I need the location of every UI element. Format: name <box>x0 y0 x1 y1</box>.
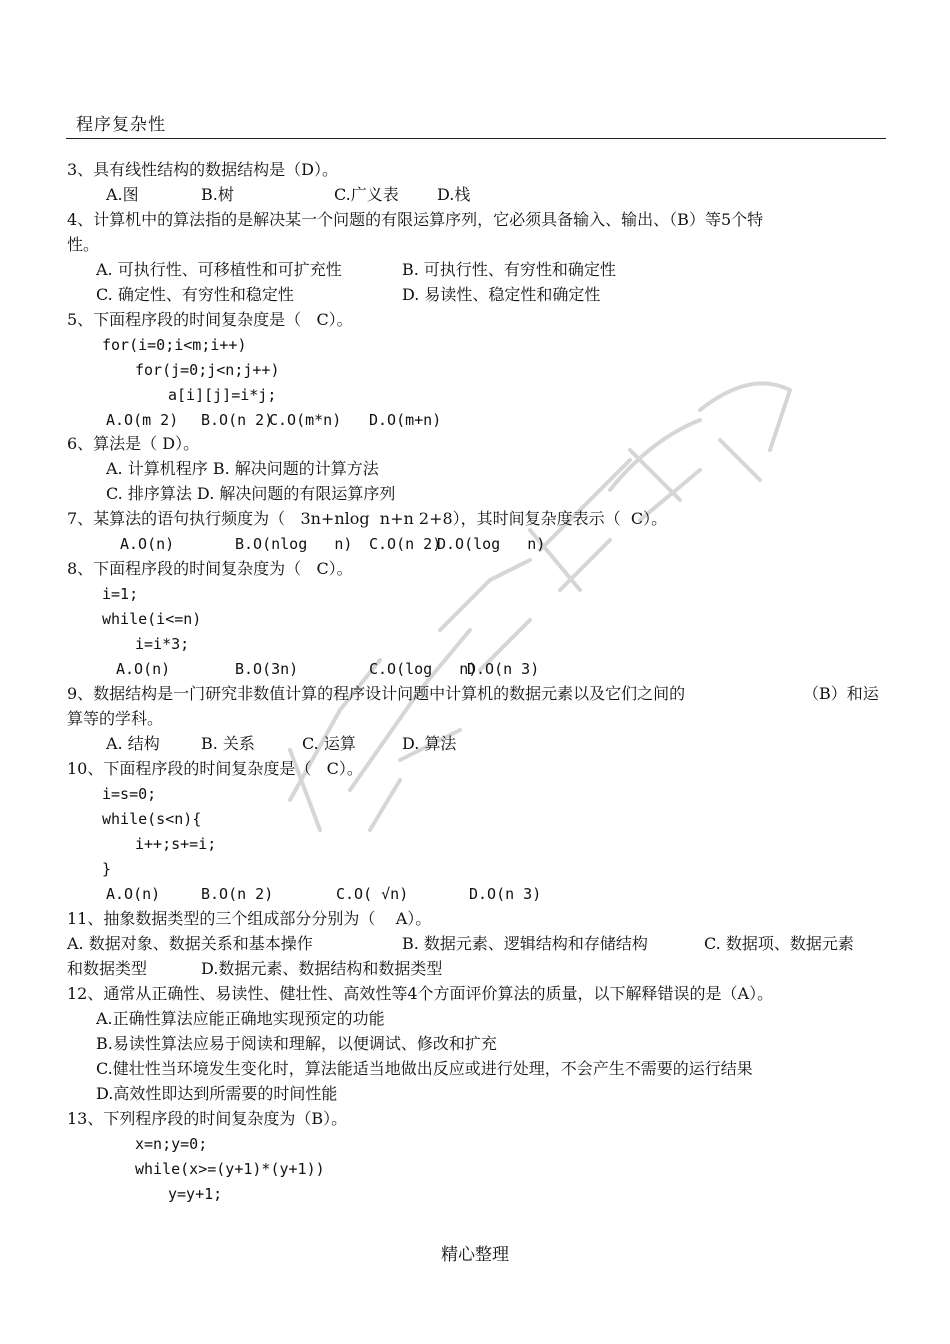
question-12: 12、通常从正确性、易读性、健壮性、高效性等4个方面评价算法的质量，以下解释错误的是（A）。 <box>67 984 774 1003</box>
q10-option-c: C.O( √n) <box>336 885 409 903</box>
q10-code-line-2: while(s<n){ <box>102 810 202 828</box>
q3-option-a: A.图 <box>106 185 139 204</box>
question-9: 9、数据结构是一门研究非数值计算的程序设计问题中计算机的数据元素以及它们之间的 <box>67 684 686 703</box>
q5-code-line-2: for(j=0;j<n;j++) <box>135 361 280 379</box>
q6-options-cd: C. 排序算法 D. 解决问题的有限运算序列 <box>106 484 396 503</box>
q9-option-b: B. 关系 <box>201 734 255 753</box>
q10-option-a: A.O(n) <box>106 885 161 903</box>
q10-option-d: D.O(n 3) <box>469 885 542 903</box>
q7-option-b: B.O(nlog n) <box>235 535 353 553</box>
q10-code-line-4: } <box>102 860 112 878</box>
q8-option-c: C.O(log n) <box>369 660 478 678</box>
q9-option-c: C. 运算 <box>302 734 356 753</box>
q3-option-d: D.栈 <box>437 185 471 204</box>
q7-option-d: D.O(log n) <box>437 535 546 553</box>
q13-code-line-3: y=y+1; <box>168 1185 223 1203</box>
question-9-answer: （B）和运 <box>803 684 879 703</box>
q9-option-d: D. 算法 <box>402 734 457 753</box>
q11-option-c: C. 数据项、数据元素 <box>704 934 854 953</box>
q12-option-c: C.健壮性当环境发生变化时，算法能适当地做出反应或进行处理，不会产生不需要的运行结果 <box>96 1059 753 1078</box>
q12-option-d: D.高效性即达到所需要的时间性能 <box>96 1084 338 1103</box>
q5-option-c: C.O(m*n) <box>269 411 342 429</box>
q8-code-line-3: i=i*3; <box>135 635 190 653</box>
q13-code-line-2: while(x>=(y+1)*(y+1)) <box>135 1160 325 1178</box>
question-7: 7、某算法的语句执行频度为（ 3n+nlog n+n 2+8），其时间复杂度表示（ C）。 <box>67 509 668 528</box>
q8-code-line-1: i=1; <box>102 585 139 603</box>
question-8: 8、下面程序段的时间复杂度为（ C）。 <box>67 559 353 578</box>
q4-option-b: B. 可执行性、有穷性和确定性 <box>402 260 616 279</box>
q8-option-b: B.O(3n) <box>235 660 299 678</box>
q10-code-line-3: i++;s+=i; <box>135 835 217 853</box>
q5-option-a: A.O(m 2) <box>106 411 179 429</box>
q4-option-d: D. 易读性、稳定性和确定性 <box>402 285 601 304</box>
q4-option-c: C. 确定性、有穷性和稳定性 <box>96 285 294 304</box>
q12-option-b: B.易读性算法应易于阅读和理解，以便调试、修改和扩充 <box>96 1034 497 1053</box>
q13-code-line-1: x=n;y=0; <box>135 1135 208 1153</box>
question-10: 10、下面程序段的时间复杂度是（ C）。 <box>67 759 363 778</box>
q11-option-b: B. 数据元素、逻辑结构和存储结构 <box>402 934 648 953</box>
q5-option-d: D.O(m+n) <box>369 411 442 429</box>
q5-option-b: B.O(n 2) <box>201 411 274 429</box>
q7-option-a: A.O(n) <box>120 535 175 553</box>
q8-code-line-2: while(i<=n) <box>102 610 202 628</box>
question-4-cont: 性。 <box>67 235 100 254</box>
q4-option-a: A. 可执行性、可移植性和可扩充性 <box>96 260 342 279</box>
question-11: 11、抽象数据类型的三个组成部分分别为（ A）。 <box>67 909 432 928</box>
page-header-title: 程序复杂性 <box>76 115 166 135</box>
question-6: 6、算法是（ D）。 <box>67 434 200 453</box>
q10-option-b: B.O(n 2) <box>201 885 274 903</box>
q11-option-c-cont: 和数据类型 <box>67 959 148 978</box>
q10-code-line-1: i=s=0; <box>102 785 157 803</box>
question-3: 3、具有线性结构的数据结构是（D）。 <box>67 160 339 179</box>
q8-option-a: A.O(n) <box>116 660 171 678</box>
question-4: 4、计算机中的算法指的是解决某一个问题的有限运算序列，它必须具备输入、输出、（B）等5个特 <box>67 210 764 229</box>
q3-option-c: C.广义表 <box>334 185 399 204</box>
header-divider <box>66 138 886 139</box>
q9-option-a: A. 结构 <box>106 734 160 753</box>
question-13: 13、下列程序段的时间复杂度为（B）。 <box>67 1109 348 1128</box>
question-5: 5、下面程序段的时间复杂度是（ C）。 <box>67 310 353 329</box>
q5-code-line-1: for(i=0;i<m;i++) <box>102 336 247 354</box>
question-9-cont: 算等的学科。 <box>67 709 164 728</box>
q5-code-line-3: a[i][j]=i*j; <box>168 386 277 404</box>
q12-option-a: A.正确性算法应能正确地实现预定的功能 <box>96 1009 385 1028</box>
q3-option-b: B.树 <box>201 185 234 204</box>
q6-options-ab: A. 计算机程序 B. 解决问题的计算方法 <box>106 459 379 478</box>
q7-option-c: C.O(n 2) <box>369 535 442 553</box>
page-footer: 精心整理 <box>441 1245 509 1265</box>
q11-option-d: D.数据元素、数据结构和数据类型 <box>201 959 443 978</box>
q8-option-d: D.O(n 3) <box>467 660 540 678</box>
q11-option-a: A. 数据对象、数据关系和基本操作 <box>67 934 313 953</box>
